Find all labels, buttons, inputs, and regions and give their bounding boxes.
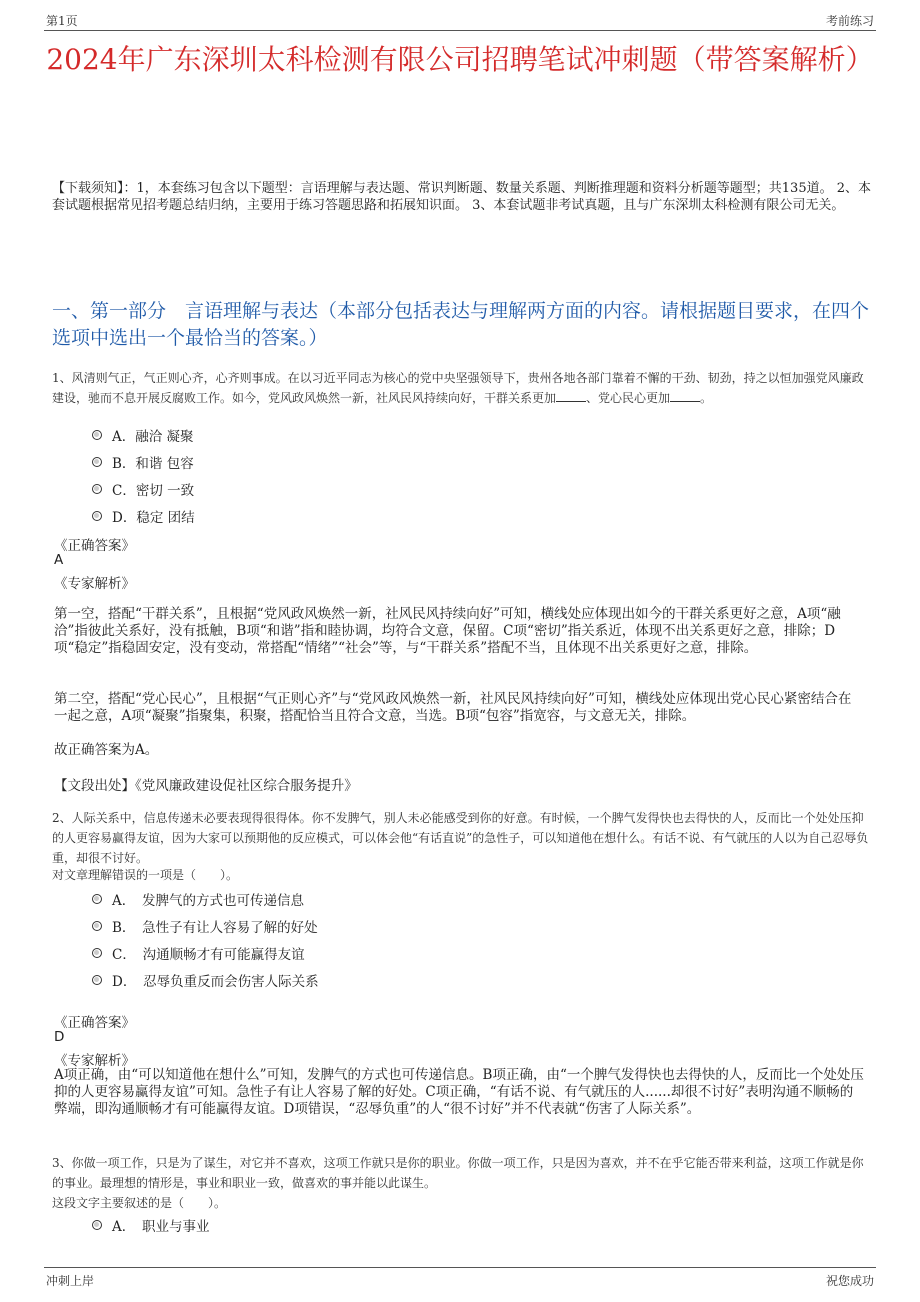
section-heading: 一、第一部分 言语理解与表达（本部分包括表达与理解两方面的内容。请根据题目要求，在四个选项中选出一个最恰当的答案。） (52, 300, 870, 349)
radio-icon[interactable] (92, 948, 102, 958)
radio-icon[interactable] (92, 457, 102, 467)
q1-analysis-para-1: 第一空，搭配“干群关系”，且根据“党风政风焕然一新，社风民风持续向好”可知，横线处应体现出如今的干群关系更好之意，A项“融洽”指彼此关系好，没有抵触，B项“和谐”指和睦协调，均符合文意，保留。C项“密切”指关系近，体现不出关系更好之意，排除；D项“稳定”指稳固安定，没有变动，常搭配“情绪”“社会”等，与“干群关系”搭配不当，且体现不出关系更好之意，排除。 (54, 606, 841, 656)
q2-option-c[interactable]: C． 沟通顺畅才有可能赢得友谊 (92, 943, 305, 963)
question-2-text: 2、人际关系中，信息传递未必要表现得很得体。你不发脾气，别人未必能感受到你的好意。有时候，一个脾气发得快也去得快的人，反而比一个处处压抑的人更容易赢得友谊，因为大家可以预期他的反应模式，可以体会他“有话直说”的急性子，可以知道他在想什么。有话不说、有气就压的人以为自己忍辱负重，却很不讨好。 (52, 811, 869, 865)
footer-left-text: 冲刺上岸 (46, 1274, 95, 1288)
q1-source: 【文段出处】《党风廉政建设促社区综合服务提升》 (54, 778, 358, 794)
radio-icon[interactable] (92, 484, 102, 494)
q2-analysis-label: 《专家解析》 (54, 1053, 135, 1069)
radio-icon[interactable] (92, 430, 102, 440)
q1-answer: A (54, 552, 64, 568)
header-tag: 考前练习 (825, 14, 874, 28)
q2-answer-label: 《正确答案》 (54, 1015, 135, 1031)
q2-option-d[interactable]: D． 忍辱负重反而会伤害人际关系 (92, 970, 319, 990)
question-2-stem: 对文章理解错误的一项是（ ）。 (52, 868, 239, 882)
q2-option-b[interactable]: B． 急性子有让人容易了解的好处 (92, 916, 318, 936)
footer-right-text: 祝您成功 (825, 1274, 874, 1288)
q2-option-a[interactable]: A． 发脾气的方式也可传递信息 (92, 889, 304, 909)
blank-2 (670, 389, 700, 402)
question-1-text: 1、风清则气正，气正则心齐，心齐则事成。在以习近平同志为核心的党中央坚强领导下，贵州各地各部门靠着不懈的干劲、韧劲，持之以恒加强党风廉政建设，驰而不息开展反腐败工作。如今，党风政风焕然一新，社风民风持续向好，干群关系更加 、党心民心更加 。 (52, 371, 864, 405)
q2-analysis: A项正确，由“可以知道他在想什么”可知，发脾气的方式也可传递信息。B项正确，由“一个脾气发得快也去得快的人，反而比一个处处压抑的人更容易赢得友谊”可知。急性子有让人容易了解的好处。C项正确，“有话不说、有气就压的人......却很不讨好”表明沟通不顺畅的弊端，即沟通顺畅才有可能赢得友谊。D项错误，“忍辱负重”的人“很不讨好”并不代表就“伤害了人际关系”。 (54, 1067, 864, 1117)
q1-analysis-label: 《专家解析》 (54, 576, 135, 592)
download-notice: 【下载须知】：1，本套练习包含以下题型：言语理解与表达题、常识判断题、数量关系题、判断推理题和资料分析题等题型；共135道。 2、本套试题根据常见招考题总结归纳，主要用于练习答题思路和拓展知识面。 3、本套试题非考试真题，且与广东深圳太科检测有限公司无关。 (52, 181, 871, 213)
q1-option-c[interactable]: C．密切 一致 (92, 479, 194, 499)
q1-option-d[interactable]: D．稳定 团结 (92, 506, 195, 526)
page-number: 第1页 (46, 14, 78, 28)
q1-option-b[interactable]: B．和谐 包容 (92, 452, 194, 472)
page-footer (44, 1267, 876, 1290)
q1-analysis-para-3: 故正确答案为A。 (54, 742, 159, 758)
page-header (44, 8, 876, 31)
q1-option-a[interactable]: A．融洽 凝聚 (92, 425, 194, 445)
radio-icon[interactable] (92, 894, 102, 904)
document-title: 2024年广东深圳太科检测有限公司招聘笔试冲刺题（带答案解析） (46, 43, 874, 76)
question-3-text: 3、你做一项工作，只是为了谋生，对它并不喜欢，这项工作就只是你的职业。你做一项工作，只是因为喜欢，并不在乎它能否带来利益，这项工作就是你的事业。最理想的情形是，事业和职业一致，做喜欢的事并能以此谋生。 (52, 1156, 864, 1190)
radio-icon[interactable] (92, 511, 102, 521)
radio-icon[interactable] (92, 1220, 102, 1230)
q1-answer-label: 《正确答案》 (54, 538, 135, 554)
blank-1 (556, 389, 586, 402)
q2-answer: D (54, 1029, 65, 1045)
q3-option-a[interactable]: A． 职业与事业 (92, 1215, 210, 1235)
radio-icon[interactable] (92, 975, 102, 985)
radio-icon[interactable] (92, 921, 102, 931)
q1-analysis-para-2: 第二空，搭配“党心民心”，且根据“气正则心齐”与“党风政风焕然一新，社风民风持续向好”可知，横线处应体现出党心民心紧密结合在一起之意，A项“凝聚”指聚集，积聚，搭配恰当且符合文意，当选。B项“包容”指宽容，与文意无关，排除。 (54, 691, 852, 724)
question-3-stem: 这段文字主要叙述的是（ ）。 (52, 1196, 227, 1210)
